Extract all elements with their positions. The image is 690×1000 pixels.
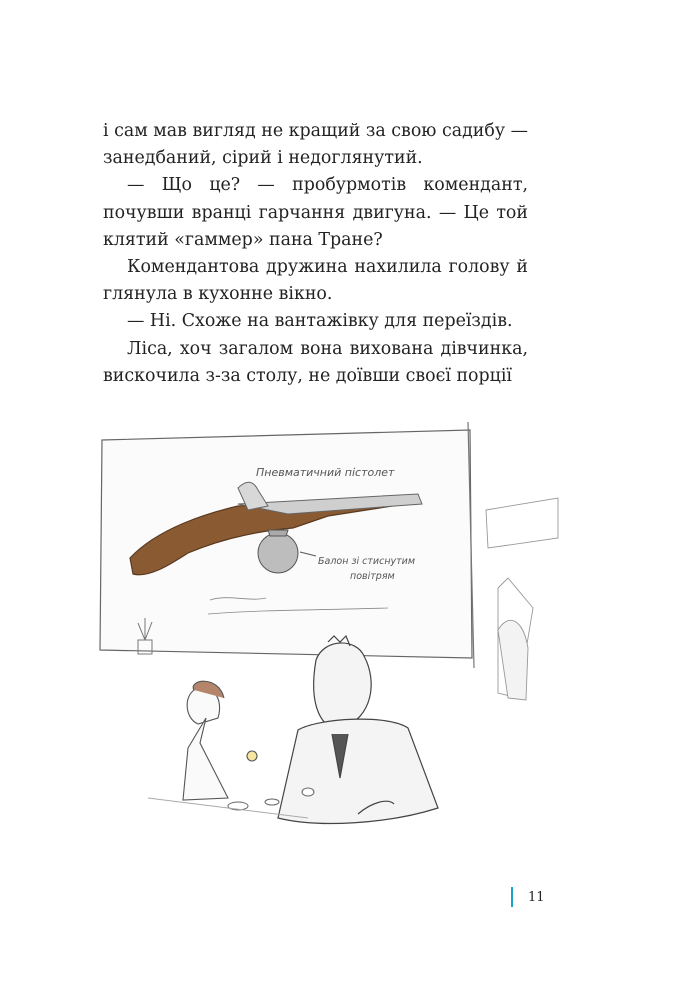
man-drawing xyxy=(278,636,438,823)
paragraph: Комендантова дружина нахилила голову й глянула в кухонне вікно. xyxy=(103,257,528,305)
girl-drawing xyxy=(183,681,257,800)
paragraph: і сам мав вигляд не кращий за свою садибу — занедбаний, сірий і недоглянутий. xyxy=(103,121,528,169)
page-number: 11 xyxy=(528,890,545,905)
paragraph: — Що це? — пробурмотів комендант, почувши вранці гарчання двигуна. — Це той клятий «гаммер» пана Тране? xyxy=(103,175,528,250)
paragraph: — Ні. Схоже на вантажівку для переїздів. xyxy=(127,311,513,332)
illustration xyxy=(88,418,573,838)
room-drawing xyxy=(486,498,558,700)
poster-callout-line2: повітрям xyxy=(350,571,395,582)
page-number-marker xyxy=(511,887,513,907)
paragraph: Ліса, хоч загалом вона вихована дівчинка, вискочила з-за столу, не доївши своєї порції xyxy=(103,338,528,386)
poster-title: Пневматичний пістолет xyxy=(256,466,395,479)
body-text xyxy=(103,118,528,390)
poster-callout-line1: Балон зі стиснутим xyxy=(318,556,416,567)
